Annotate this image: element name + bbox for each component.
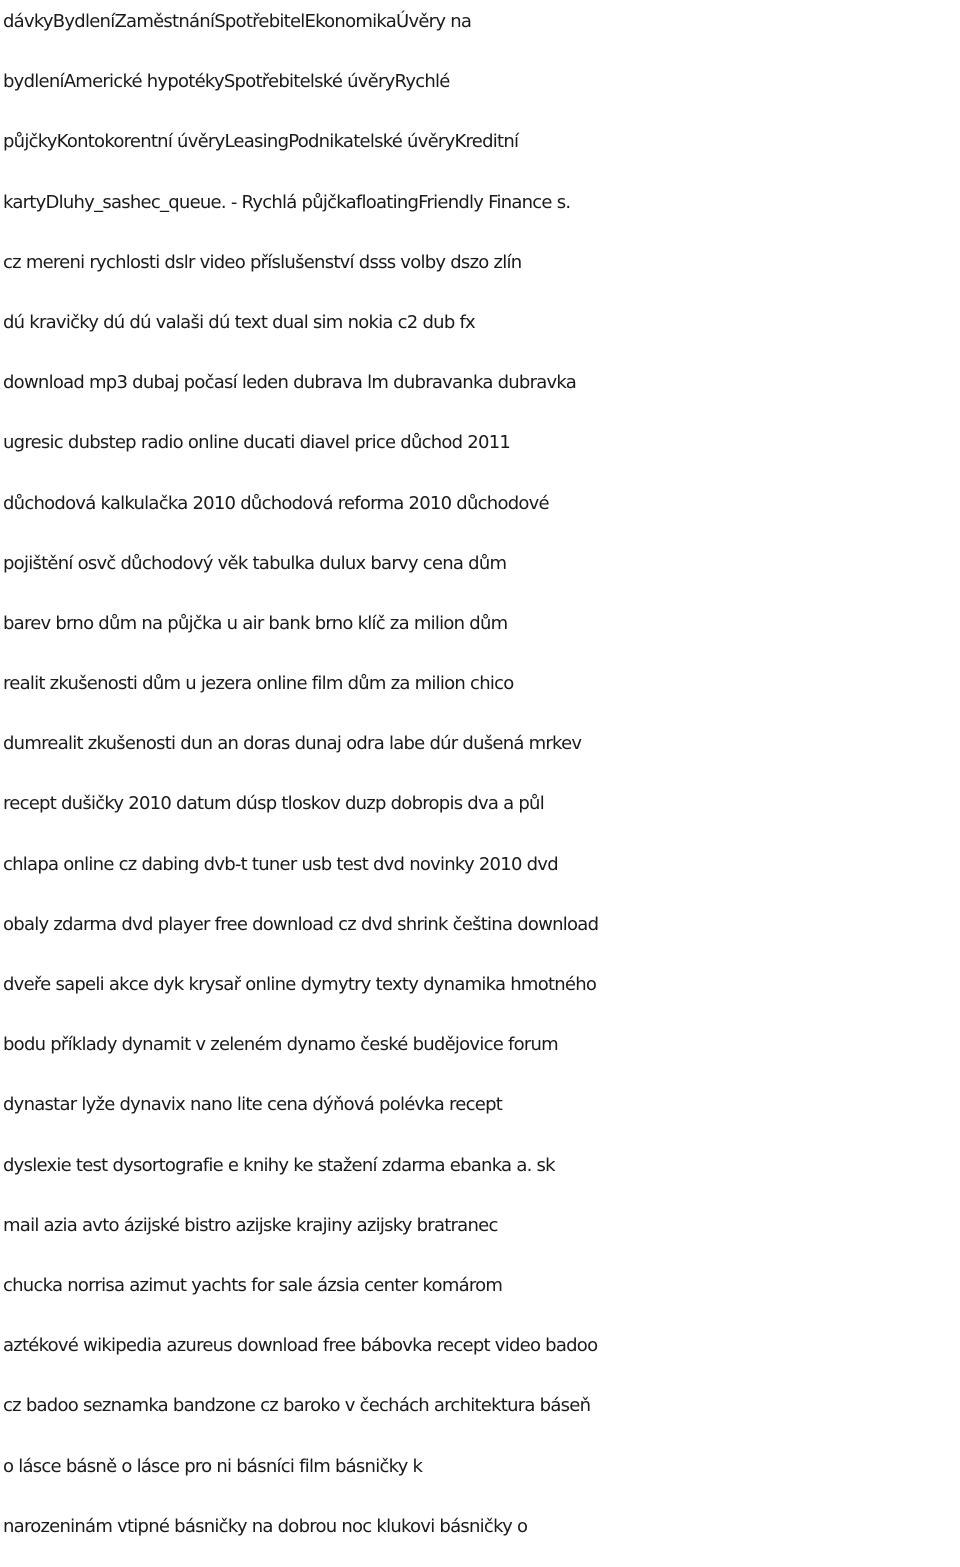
text-line: recept dušičky 2010 datum dúsp tloskov duzp dobropis dva a půl (3, 793, 544, 815)
text-line: ugresic dubstep radio online ducati diavel price důchod 2011 (3, 432, 511, 454)
text-line: mail azia avto ázijské bistro azijske krajiny azijsky bratranec (3, 1214, 498, 1236)
text-line: chlapa online cz dabing dvb-t tuner usb test dvd novinky 2010 dvd (3, 853, 558, 875)
text-line: chucka norrisa azimut yachts for sale ázsia center komárom (3, 1274, 503, 1296)
text-line: download mp3 dubaj počasí leden dubrava lm dubravanka dubravka (3, 372, 577, 394)
text-line: dú kravičky dú dú valaši dú text dual sim nokia c2 dub fx (3, 311, 475, 333)
text-line: důchodová kalkulačka 2010 důchodová reforma 2010 důchodové (3, 492, 549, 514)
text-line: dveře sapeli akce dyk krysař online dymytry texty dynamika hmotného (3, 974, 597, 995)
text-line: dynastar lyže dynavix nano lite cena dýňová polévka recept (3, 1094, 503, 1116)
text-line: aztékové wikipedia azureus download free bábovka recept video badoo (3, 1335, 598, 1357)
text-line: kartyDluhy_sashec_queue. - Rychlá půjčkafloatingFriendly Finance s. (3, 191, 571, 213)
text-line: dumrealit zkušenosti dun an doras dunaj odra labe dúr dušená mrkev (3, 733, 582, 755)
text-line: obaly zdarma dvd player free download cz dvd shrink čeština download (3, 913, 599, 935)
text-line: realit zkušenosti dům u jezera online film dům za milion chico (3, 673, 514, 695)
text-line: pojištění osvč důchodový věk tabulka dulux barvy cena dům (3, 552, 507, 574)
text-line: cz mereni rychlosti dslr video příslušenství dsss volby dszo zlín (3, 251, 522, 273)
text-line: barev brno dům na půjčka u air bank brno klíč za milion dům (3, 612, 508, 634)
text-line: půjčkyKontokorentní úvěryLeasingPodnikatelské úvěryKreditní (3, 131, 519, 153)
text-line: bodu příklady dynamit v zeleném dynamo české budějovice forum (3, 1034, 558, 1056)
text-line: dávkyBydleníZaměstnáníSpotřebitelEkonomikaÚvěry na (3, 11, 472, 32)
text-line: bydleníAmerické hypotékySpotřebitelské úvěryRychlé (3, 71, 450, 93)
text-line: o lásce básně o lásce pro ni básníci film básničky k (3, 1455, 423, 1477)
text-line: cz badoo seznamka bandzone cz baroko v čechách architektura báseň (3, 1395, 591, 1417)
text-line: dyslexie test dysortografie e knihy ke stažení zdarma ebanka a. sk (3, 1154, 555, 1176)
text-line: narozeninám vtipné básničky na dobrou noc klukovi básničky o (3, 1515, 528, 1537)
